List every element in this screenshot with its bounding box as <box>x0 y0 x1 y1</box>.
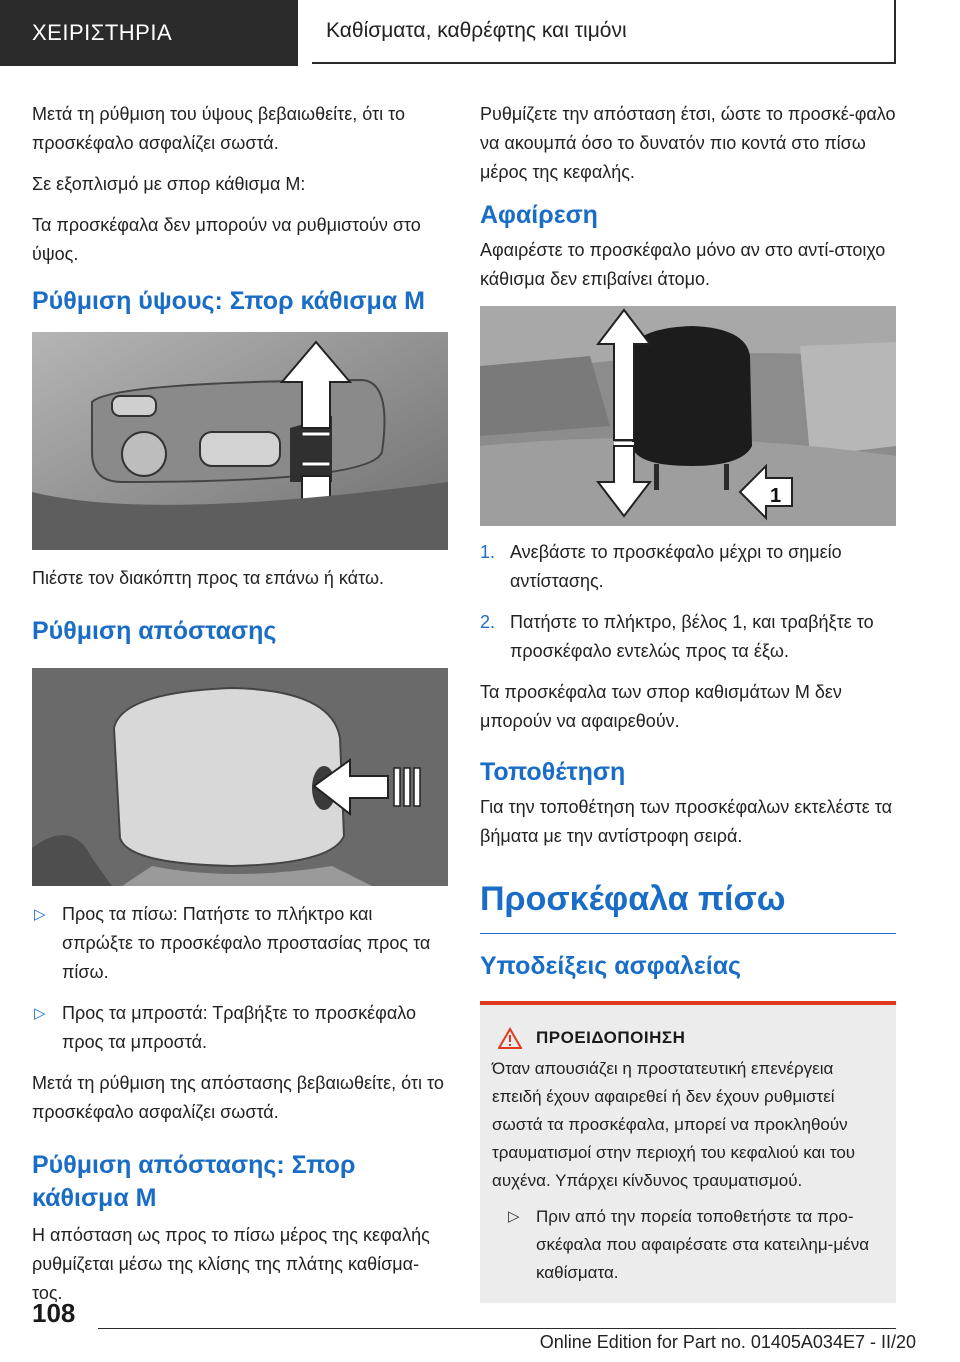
page-number: 108 <box>32 1298 76 1328</box>
page-header <box>0 0 960 66</box>
right-column <box>480 100 896 1303</box>
left-column <box>32 100 448 1320</box>
warning-triangle-icon <box>498 1027 522 1049</box>
edition-footer: Online Edition for Part no. 01405A034E7 - II/20 <box>539 1332 916 1352</box>
paragraph: Για την τοποθέτηση των προσκέφαλων εκτελέστε τα βήματα με την αντίστροφη σειρά. <box>480 797 892 846</box>
triangle-bullet-icon: ▷ <box>34 906 46 923</box>
list-item: ▷ Προς τα μπροστά: Τραβήξτε το προσκέφαλο προς τα μπροστά. <box>32 999 448 1057</box>
paragraph: Η απόσταση ως προς το πίσω μέρος της κεφαλής ρυθμίζεται μέσω της κλίσης της πλάτης καθίσμα-τος. <box>32 1225 430 1303</box>
heading-distance-sport-seat: Ρύθμιση απόστασης: Σπορ κάθισμα Μ <box>32 1151 356 1212</box>
warning-title: ΠΡΟΕΙΔΟΠΟΙΗΣΗ <box>492 1027 880 1049</box>
warning-box <box>480 1001 896 1303</box>
footer-divider <box>98 1328 896 1329</box>
warning-text: Όταν απουσιάζει η προστατευτική επενέργεια επειδή έχουν αφαιρεθεί ή δεν έχουν ρυθμιστεί σωστά τα προσκέφαλα, μπορεί να προκληθούν τραυματισμοί στην περιοχή του κεφαλιού και του αυχένα. Υπάρχει κίνδυνος τραυματισμού. <box>492 1059 856 1190</box>
paragraph: Σε εξοπλισμό με σπορ κάθισμα Μ: <box>32 174 306 194</box>
heading-remove: Αφαίρεση <box>480 201 598 229</box>
heading-distance: Ρύθμιση απόστασης <box>32 617 277 645</box>
heading-rear-headrests: Προσκέφαλα πίσω <box>480 877 896 934</box>
triangle-bullet-icon: ▷ <box>508 1208 520 1225</box>
heading-height-sport-seat: Ρύθμιση ύψους: Σπορ κάθισμα Μ <box>32 287 425 315</box>
list-item: ▷ Πριν από την πορεία τοποθετήστε τα προ-σκέφαλα που αφαιρέσατε στα κατειλημ-μένα καθίσματα. <box>506 1203 880 1287</box>
chapter-title: Καθίσματα, καθρέφτης και τιμόνι <box>312 0 896 64</box>
list-item: ▷ Προς τα πίσω: Πατήστε το πλήκτρο και σπρώξτε το προσκέφαλο προστασίας προς τα πίσω. <box>32 900 448 987</box>
removal-steps <box>480 538 896 666</box>
seat-switch-illustration <box>32 332 448 550</box>
figure-caption: Πιέστε τον διακόπτη προς τα επάνω ή κάτω. <box>32 568 385 588</box>
heading-safety-notes: Υποδείξεις ασφαλείας <box>480 952 742 980</box>
triangle-bullet-icon: ▷ <box>34 1005 46 1022</box>
paragraph: Μετά τη ρύθμιση της απόστασης βεβαιωθείτε, ότι το προσκέφαλο ασφαλίζει σωστά. <box>32 1073 444 1122</box>
paragraph: Ρυθμίζετε την απόσταση έτσι, ώστε το προσκέ-φαλο να ακουμπά όσο το δυνατόν πιο κοντά στο πίσω μέρος της κεφαλής. <box>480 104 896 182</box>
callout-number: 1 <box>770 485 782 507</box>
headrest-removal-illustration <box>480 306 896 526</box>
list-item: 2. Πατήστε το πλήκτρο, βέλος 1, και τραβήξτε το προσκέφαλο εντελώς προς τα έξω. <box>480 612 874 661</box>
warning-bullet-list <box>492 1203 880 1287</box>
list-item: 1. Ανεβάστε το προσκέφαλο μέχρι το σημείο αντίστασης. <box>480 542 842 591</box>
paragraph: Μετά τη ρύθμιση του ύψους βεβαιωθείτε, ότι το προσκέφαλο ασφαλίζει σωστά. <box>32 104 405 153</box>
paragraph: Αφαιρέστε το προσκέφαλο μόνο αν στο αντί-στοιχο κάθισμα δεν επιβαίνει άτομο. <box>480 240 886 289</box>
headrest-distance-illustration <box>32 668 448 886</box>
paragraph: Τα προσκέφαλα δεν μπορούν να ρυθμιστούν στο ύψος. <box>32 215 421 264</box>
distance-bullet-list <box>32 900 448 1057</box>
section-title: ΧΕΙΡΙΣΤΗΡΙΑ <box>0 0 298 66</box>
paragraph: Τα προσκέφαλα των σπορ καθισμάτων Μ δεν μπορούν να αφαιρεθούν. <box>480 682 842 731</box>
heading-install: Τοποθέτηση <box>480 758 626 786</box>
